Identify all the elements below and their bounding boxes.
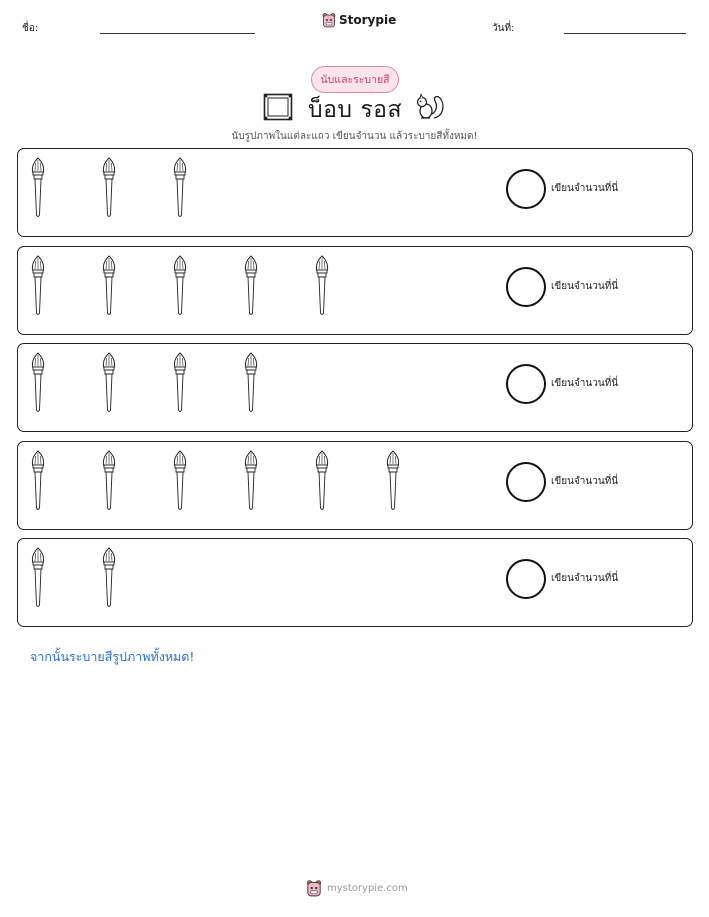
answer-label: เขียนจำนวนที่นี่ <box>551 475 619 487</box>
answer-label: เขียนจำนวนที่นี่ <box>551 573 619 584</box>
paintbrush-icon <box>30 450 46 512</box>
page-title: บ็อบ รอส <box>308 97 403 123</box>
footer <box>306 879 408 897</box>
counting-row <box>17 148 693 237</box>
paintbrush-icon <box>314 255 330 317</box>
answer-label: เขียนจำนวนที่นี่ <box>551 378 619 389</box>
category-tag: นับและระบายสี <box>311 66 399 93</box>
answer-circle[interactable] <box>506 364 546 404</box>
paintbrush-icon <box>101 157 117 219</box>
paintbrush-icon <box>101 547 117 609</box>
answer-label: เขียนจำนวนที่นี่ <box>551 280 619 292</box>
storypie-logo-icon <box>306 879 322 897</box>
answer-circle[interactable] <box>506 267 546 307</box>
paintbrush-icon <box>385 450 401 512</box>
answer-circle[interactable] <box>506 462 546 502</box>
paintbrush-icon <box>172 450 188 512</box>
paintbrush-icon <box>30 157 46 219</box>
counting-row <box>17 441 693 530</box>
paintbrush-icon <box>30 547 46 609</box>
name-line[interactable] <box>100 33 255 34</box>
answer-circle[interactable] <box>506 559 546 599</box>
storypie-logo-icon <box>322 12 336 28</box>
brand <box>322 12 396 28</box>
title-block <box>0 92 709 124</box>
counting-row <box>17 343 693 432</box>
date-label: วันที่: <box>492 23 515 34</box>
paintbrush-icon <box>101 352 117 414</box>
brand-name: Storypie <box>339 13 397 27</box>
paintbrush-icon <box>172 157 188 219</box>
final-instruction: จากนั้นระบายสีรูปภาพทั้งหมด! <box>30 649 195 664</box>
paintbrush-icon <box>172 255 188 317</box>
footer-site[interactable]: mystorypie.com <box>327 882 408 894</box>
paintbrush-icon <box>30 352 46 414</box>
paintbrush-icon <box>314 450 330 512</box>
squirrel-icon <box>414 92 446 122</box>
paintbrush-icon <box>243 255 259 317</box>
counting-row <box>17 246 693 335</box>
paintbrush-icon <box>101 255 117 317</box>
answer-circle[interactable] <box>506 169 546 209</box>
page-subtitle: นับรูปภาพในแต่ละแถว เขียนจำนวน แล้วระบายสีทั้งหมด! <box>231 131 478 142</box>
answer-label: เขียนจำนวนที่นี่ <box>551 183 619 194</box>
counting-row <box>17 538 693 627</box>
paintbrush-icon <box>172 352 188 414</box>
date-line[interactable] <box>564 33 686 34</box>
paintbrush-icon <box>243 352 259 414</box>
paintbrush-icon <box>30 255 46 317</box>
name-label: ชื่อ: <box>22 23 39 34</box>
paintbrush-icon <box>243 450 259 512</box>
paintbrush-icon <box>101 450 117 512</box>
picture-frame-icon <box>263 93 293 121</box>
